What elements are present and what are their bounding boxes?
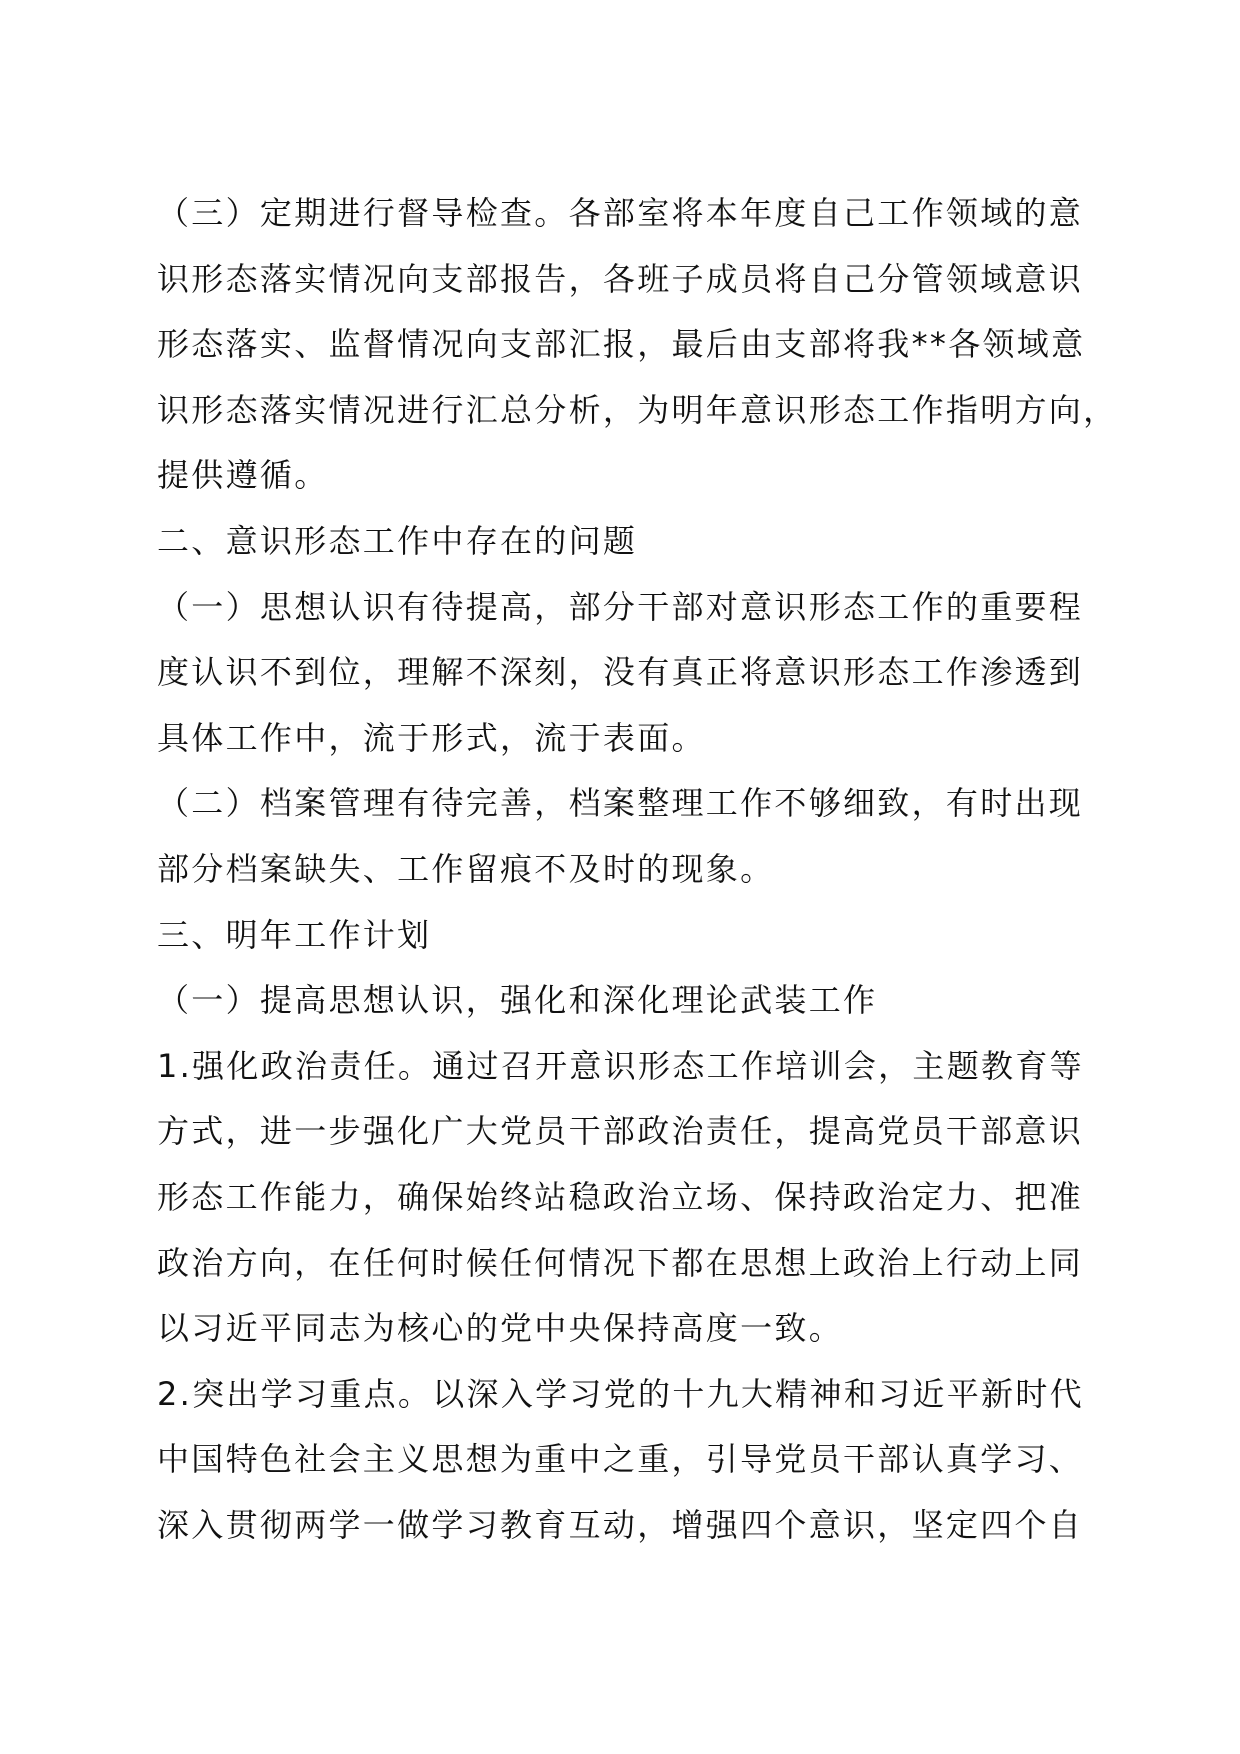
para-problem-2 [157, 771, 1147, 902]
text-line: 三、明年工作计划 [157, 915, 432, 954]
text-line: （一）提高思想认识，强化和深化理论武装工作 [157, 981, 878, 1020]
para-plan-1-1 [157, 1034, 1147, 1362]
para-supervision [157, 181, 1147, 509]
text-line: 1.强化政治责任。通过召开意识形态工作培训会，主题教育等 [157, 1046, 1084, 1085]
heading-plan [157, 903, 1147, 969]
text-line: 形态工作能力，确保始终站稳政治立场、保持政治定力、把准 [157, 1177, 1084, 1216]
text-line: 度认识不到位，理解不深刻，没有真正将意识形态工作渗透到 [157, 653, 1084, 692]
text-line: 政治方向，在任何时候任何情况下都在思想上政治上行动上同 [157, 1243, 1084, 1282]
text-line: 以习近平同志为核心的党中央保持高度一致。 [157, 1309, 844, 1348]
text-line: 二、意识形态工作中存在的问题 [157, 521, 638, 560]
text-line: 方式，进一步强化广大党员干部政治责任，提高党员干部意识 [157, 1112, 1084, 1151]
text-line: 具体工作中，流于形式，流于表面。 [157, 718, 706, 757]
text-line: 识形态落实情况进行汇总分析，为明年意识形态工作指明方向， [157, 390, 1118, 429]
text-line: 部分档案缺失、工作留痕不及时的现象。 [157, 849, 775, 888]
text-line: （一）思想认识有待提高，部分干部对意识形态工作的重要程 [157, 587, 1084, 626]
para-problem-1 [157, 575, 1147, 772]
text-line: 深入贯彻两学一做学习教育互动，增强四个意识，坚定四个自 [157, 1505, 1084, 1544]
text-line: 形态落实、监督情况向支部汇报，最后由支部将我**各领域意 [157, 325, 1086, 364]
heading-plan-1 [157, 968, 1147, 1034]
heading-problems [157, 509, 1147, 575]
text-line: 中国特色社会主义思想为重中之重，引导党员干部认真学习、 [157, 1440, 1084, 1479]
text-line: 提供遵循。 [157, 456, 329, 495]
document-page [157, 181, 1147, 1558]
text-line: 2.突出学习重点。以深入学习党的十九大精神和习近平新时代 [157, 1374, 1084, 1413]
text-line: 识形态落实情况向支部报告，各班子成员将自己分管领域意识 [157, 259, 1084, 298]
text-line: （三）定期进行督导检查。各部室将本年度自己工作领域的意 [157, 194, 1084, 232]
text-line: （二）档案管理有待完善，档案整理工作不够细致，有时出现 [157, 784, 1084, 823]
para-plan-1-2 [157, 1362, 1147, 1559]
